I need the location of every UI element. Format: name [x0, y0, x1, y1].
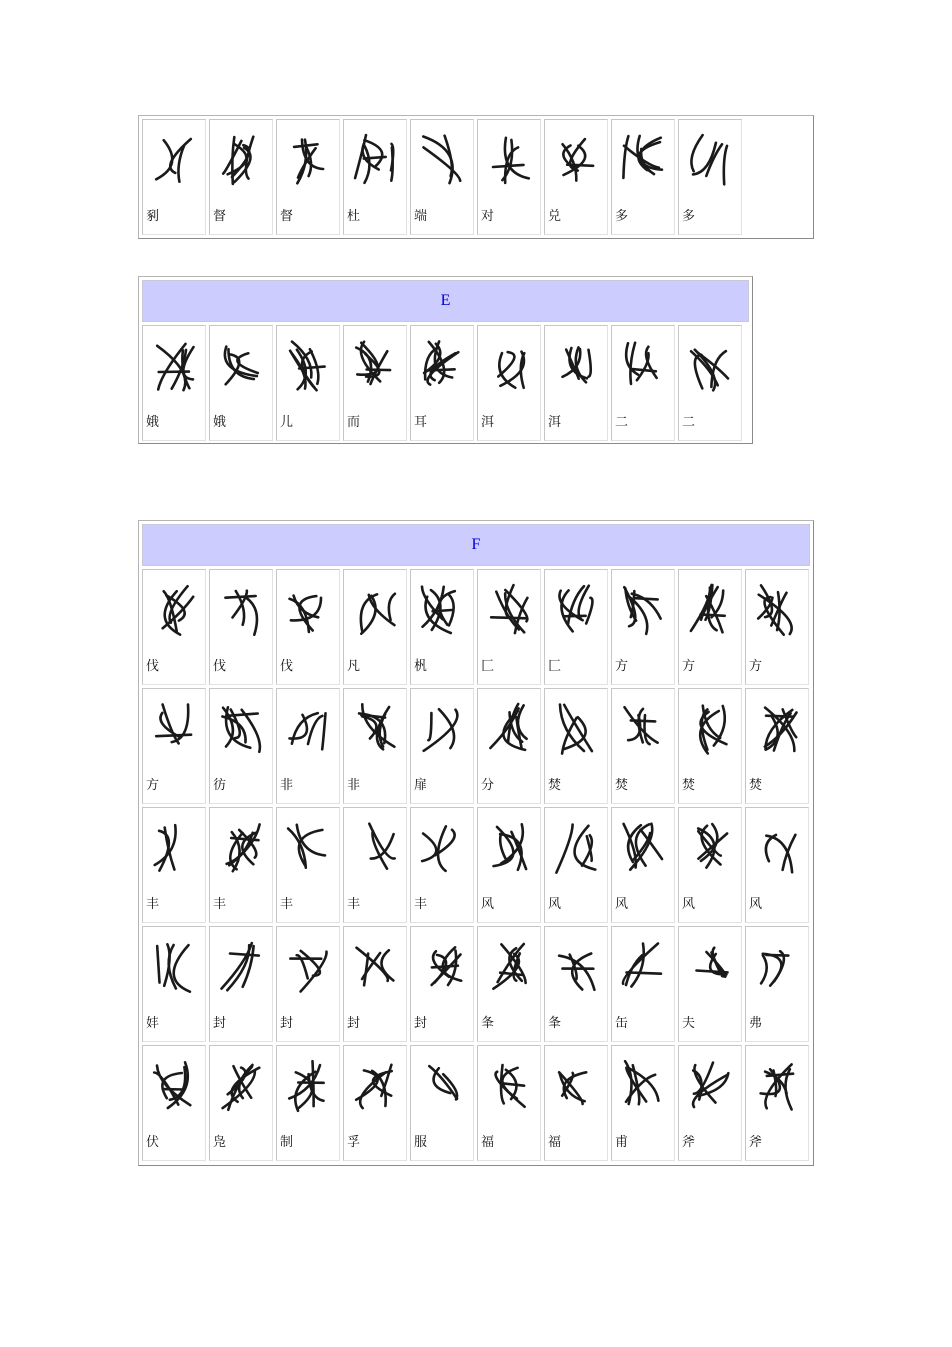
char-label: 匚: [548, 659, 562, 674]
ancient-glyph-icon: [478, 574, 540, 646]
char-cell: [477, 926, 541, 1042]
char-cell: [209, 926, 273, 1042]
char-cell: [678, 325, 742, 441]
char-label: 耳: [414, 415, 428, 430]
ancient-glyph-icon: [746, 1050, 808, 1122]
ancient-glyph-icon: [210, 574, 272, 646]
ancient-glyph-icon: [545, 574, 607, 646]
char-label: 风: [548, 897, 562, 912]
char-cell: [343, 569, 407, 685]
ancient-glyph-icon: [679, 693, 741, 765]
char-cell: [477, 569, 541, 685]
char-label: 杋: [414, 659, 428, 674]
ancient-glyph-icon: [210, 1050, 272, 1122]
char-cell: [477, 119, 541, 235]
ancient-glyph-icon: [411, 812, 473, 884]
char-cell: [678, 569, 742, 685]
ancient-glyph-icon: [679, 1050, 741, 1122]
char-label: 夆: [548, 1016, 562, 1031]
char-label: 夆: [481, 1016, 495, 1031]
char-cell: [477, 325, 541, 441]
ancient-glyph-icon: [545, 931, 607, 1003]
char-cell: [678, 807, 742, 923]
char-label: 封: [213, 1016, 227, 1031]
char-label: 甫: [615, 1135, 629, 1150]
char-label: 封: [414, 1016, 428, 1031]
char-cell: [142, 569, 206, 685]
char-cell: [142, 807, 206, 923]
char-cell: [276, 119, 340, 235]
char-cell: [276, 807, 340, 923]
char-label: 风: [682, 897, 696, 912]
char-label: 焚: [615, 778, 629, 793]
char-label: 缶: [615, 1016, 629, 1031]
char-cell: [276, 688, 340, 804]
char-label: 丰: [280, 897, 294, 912]
char-label: 方: [615, 659, 629, 674]
ancient-glyph-icon: [545, 330, 607, 402]
ancient-glyph-icon: [612, 693, 674, 765]
char-cell: [209, 325, 273, 441]
char-cell: [611, 1045, 675, 1161]
ancient-glyph-icon: [612, 574, 674, 646]
char-label: 娥: [146, 415, 160, 430]
ancient-glyph-icon: [612, 330, 674, 402]
section-header-e: E: [142, 280, 749, 322]
char-label: 兑: [548, 209, 562, 224]
char-cell: [611, 325, 675, 441]
char-label: 丰: [414, 897, 428, 912]
char-label: 凡: [347, 659, 361, 674]
char-label: 而: [347, 415, 361, 430]
ancient-glyph-icon: [344, 574, 406, 646]
ancient-glyph-icon: [545, 812, 607, 884]
char-label: 多: [682, 209, 696, 224]
char-cell: [410, 569, 474, 685]
ancient-glyph-icon: [277, 574, 339, 646]
char-cell: [410, 688, 474, 804]
char-label: 妦: [146, 1016, 160, 1031]
ancient-glyph-icon: [344, 693, 406, 765]
char-cell: [343, 688, 407, 804]
char-label: 封: [280, 1016, 294, 1031]
char-cell: [276, 325, 340, 441]
ancient-glyph-icon: [143, 693, 205, 765]
ancient-glyph-icon: [210, 124, 272, 196]
char-cell: [544, 807, 608, 923]
ancient-glyph-icon: [344, 124, 406, 196]
char-cell: [544, 325, 608, 441]
char-cell: [611, 569, 675, 685]
char-cell: [209, 807, 273, 923]
char-cell: [209, 569, 273, 685]
char-cell: [745, 807, 809, 923]
char-cell: [410, 119, 474, 235]
char-cell: [142, 688, 206, 804]
ancient-glyph-icon: [478, 124, 540, 196]
char-cell: [678, 1045, 742, 1161]
char-label: 焚: [548, 778, 562, 793]
char-cell: [544, 926, 608, 1042]
ancient-glyph-icon: [612, 931, 674, 1003]
char-cell: [745, 688, 809, 804]
char-cell: [611, 688, 675, 804]
char-label: 制: [280, 1135, 294, 1150]
char-label: 方: [749, 659, 763, 674]
char-cell: [343, 926, 407, 1042]
ancient-glyph-icon: [478, 693, 540, 765]
char-label: 非: [280, 778, 294, 793]
char-label: 娥: [213, 415, 227, 430]
char-label: 凫: [213, 1135, 227, 1150]
ancient-glyph-icon: [478, 812, 540, 884]
char-cell: [544, 1045, 608, 1161]
char-cell: [544, 569, 608, 685]
ancient-glyph-icon: [545, 693, 607, 765]
ancient-glyph-icon: [143, 124, 205, 196]
char-cell: [611, 926, 675, 1042]
char-cell: [745, 569, 809, 685]
char-label: 伐: [146, 659, 160, 674]
char-label: 风: [749, 897, 763, 912]
ancient-glyph-icon: [143, 330, 205, 402]
ancient-glyph-icon: [143, 1050, 205, 1122]
char-cell: [343, 1045, 407, 1161]
char-cell: [209, 119, 273, 235]
char-cell: [477, 807, 541, 923]
char-label: 伐: [280, 659, 294, 674]
char-cell: [276, 1045, 340, 1161]
char-label: 孚: [347, 1135, 361, 1150]
char-label: 服: [414, 1135, 428, 1150]
ancient-glyph-icon: [612, 812, 674, 884]
char-label: 封: [347, 1016, 361, 1031]
ancient-glyph-icon: [411, 693, 473, 765]
ancient-glyph-icon: [679, 330, 741, 402]
char-cell: [678, 119, 742, 235]
char-label: 扉: [414, 778, 428, 793]
char-table-e: [138, 276, 753, 444]
char-label: 伐: [213, 659, 227, 674]
ancient-glyph-icon: [277, 124, 339, 196]
char-cell: [745, 926, 809, 1042]
char-label: 分: [481, 778, 495, 793]
char-label: 焚: [749, 778, 763, 793]
ancient-glyph-icon: [344, 330, 406, 402]
char-cell: [477, 688, 541, 804]
section-header-f: F: [142, 524, 810, 566]
ancient-glyph-icon: [612, 1050, 674, 1122]
char-label: 风: [481, 897, 495, 912]
char-label: 斧: [682, 1135, 696, 1150]
char-label: 方: [682, 659, 696, 674]
char-label: 风: [615, 897, 629, 912]
char-label: 督: [213, 209, 227, 224]
ancient-glyph-icon: [143, 574, 205, 646]
char-label: 儿: [280, 415, 294, 430]
ancient-glyph-icon: [143, 931, 205, 1003]
char-cell: [611, 807, 675, 923]
ancient-glyph-icon: [411, 330, 473, 402]
char-label: 方: [146, 778, 160, 793]
char-label: 丰: [146, 897, 160, 912]
ancient-glyph-icon: [210, 931, 272, 1003]
ancient-glyph-icon: [411, 1050, 473, 1122]
ancient-glyph-icon: [545, 124, 607, 196]
ancient-glyph-icon: [679, 812, 741, 884]
ancient-glyph-icon: [344, 812, 406, 884]
ancient-glyph-icon: [277, 693, 339, 765]
ancient-glyph-icon: [344, 1050, 406, 1122]
char-label: 伏: [146, 1135, 160, 1150]
char-cell: [142, 926, 206, 1042]
char-cell: [410, 1045, 474, 1161]
ancient-glyph-icon: [679, 931, 741, 1003]
ancient-glyph-icon: [612, 124, 674, 196]
char-label: 匚: [481, 659, 495, 674]
char-cell: [142, 119, 206, 235]
char-cell: [276, 926, 340, 1042]
char-cell: [678, 926, 742, 1042]
ancient-glyph-icon: [277, 1050, 339, 1122]
ancient-glyph-icon: [277, 931, 339, 1003]
char-label: 端: [414, 209, 428, 224]
ancient-glyph-icon: [277, 330, 339, 402]
char-label: 剢: [146, 209, 160, 224]
char-label: 彷: [213, 778, 227, 793]
char-cell: [410, 926, 474, 1042]
char-label: 督: [280, 209, 294, 224]
ancient-glyph-icon: [210, 330, 272, 402]
char-cell: [611, 119, 675, 235]
ancient-glyph-icon: [746, 574, 808, 646]
char-cell: [745, 1045, 809, 1161]
char-label: 非: [347, 778, 361, 793]
char-label: 多: [615, 209, 629, 224]
ancient-glyph-icon: [411, 931, 473, 1003]
ancient-glyph-icon: [478, 330, 540, 402]
char-cell: [209, 1045, 273, 1161]
ancient-glyph-icon: [277, 812, 339, 884]
char-label: 洱: [548, 415, 562, 430]
char-table-d: [138, 115, 814, 239]
char-label: 焚: [682, 778, 696, 793]
char-cell: [544, 688, 608, 804]
char-table-f: [138, 520, 814, 1166]
char-cell: [209, 688, 273, 804]
char-label: 弗: [749, 1016, 763, 1031]
char-cell: [544, 119, 608, 235]
ancient-glyph-icon: [210, 693, 272, 765]
char-label: 夫: [682, 1016, 696, 1031]
char-label: 福: [548, 1135, 562, 1150]
char-cell: [343, 807, 407, 923]
char-cell: [142, 1045, 206, 1161]
char-label: 丰: [347, 897, 361, 912]
char-cell: [477, 1045, 541, 1161]
char-cell: [142, 325, 206, 441]
ancient-glyph-icon: [210, 812, 272, 884]
char-label: 对: [481, 209, 495, 224]
char-label: 杜: [347, 209, 361, 224]
char-label: 福: [481, 1135, 495, 1150]
ancient-glyph-icon: [344, 931, 406, 1003]
ancient-glyph-icon: [679, 574, 741, 646]
char-label: 二: [615, 415, 629, 430]
ancient-glyph-icon: [478, 931, 540, 1003]
char-cell: [276, 569, 340, 685]
char-cell: [410, 807, 474, 923]
ancient-glyph-icon: [143, 812, 205, 884]
char-label: 丰: [213, 897, 227, 912]
ancient-glyph-icon: [545, 1050, 607, 1122]
char-cell: [678, 688, 742, 804]
ancient-glyph-icon: [679, 124, 741, 196]
ancient-glyph-icon: [411, 124, 473, 196]
ancient-glyph-icon: [746, 812, 808, 884]
char-cell: [410, 325, 474, 441]
char-cell: [343, 325, 407, 441]
ancient-glyph-icon: [746, 693, 808, 765]
char-label: 洱: [481, 415, 495, 430]
char-label: 斧: [749, 1135, 763, 1150]
ancient-glyph-icon: [478, 1050, 540, 1122]
char-label: 二: [682, 415, 696, 430]
char-cell: [343, 119, 407, 235]
ancient-glyph-icon: [411, 574, 473, 646]
ancient-glyph-icon: [746, 931, 808, 1003]
